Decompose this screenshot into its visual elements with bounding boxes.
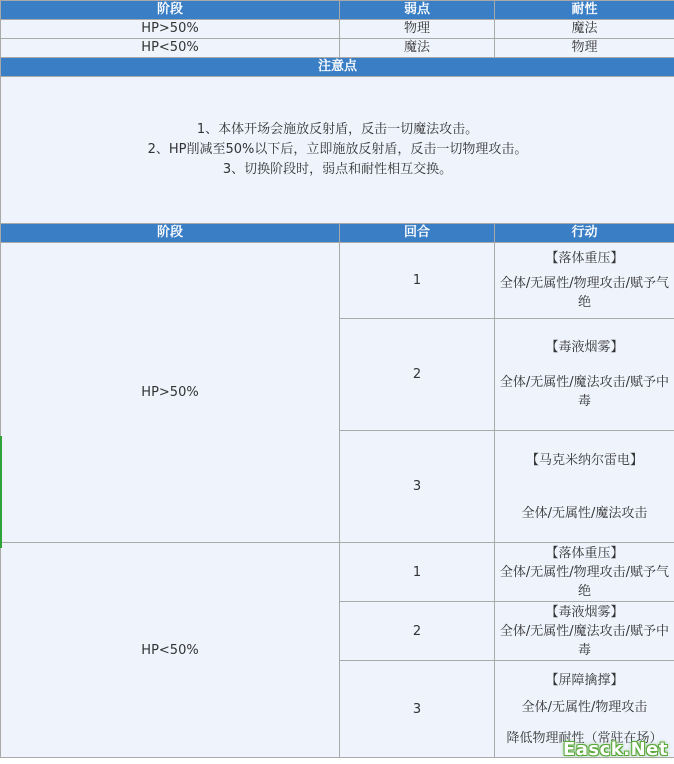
header-phase: 阶段	[1, 1, 340, 20]
turn-cell: 1	[340, 243, 495, 319]
action-cell	[495, 431, 674, 543]
action-cell	[495, 602, 674, 661]
weakness-cell: 魔法	[340, 39, 495, 58]
action-header-row	[1, 224, 674, 243]
resistance-cell: 物理	[495, 39, 674, 58]
action-desc: 全体/无属性/魔法攻击/赋予中毒	[499, 623, 670, 658]
action-cell	[495, 319, 674, 431]
table-row	[1, 39, 674, 58]
resistance-cell: 魔法	[495, 20, 674, 39]
phase-cell: HP>50%	[1, 243, 340, 543]
action-desc: 全体/无属性/物理攻击	[521, 699, 648, 715]
action-desc: 全体/无属性/物理攻击/赋予气绝	[499, 276, 670, 310]
action-name: 【屏障擒撑】	[545, 672, 624, 688]
phase-cell: HP<50%	[1, 543, 340, 758]
table-row	[1, 543, 674, 602]
action-name: 【落体重压】	[545, 545, 624, 561]
header-turn: 回合	[340, 224, 495, 243]
action-extra: 降低物理耐性（常驻在场）	[506, 730, 663, 746]
turn-cell: 3	[340, 661, 495, 758]
action-cell	[495, 243, 674, 319]
action-name: 【毒液烟雾】	[545, 340, 624, 355]
note-line: 1、本体开场会施放反射盾，反击一切魔法攻击。	[196, 122, 479, 137]
header-phase: 阶段	[1, 224, 340, 243]
action-name: 【落体重压】	[545, 251, 624, 266]
phase-cell: HP>50%	[1, 20, 340, 39]
phase-cell: HP<50%	[1, 39, 340, 58]
scroll-edge-marker	[0, 436, 2, 548]
action-desc: 全体/无属性/魔法攻击	[521, 505, 648, 521]
notes-header-row	[1, 58, 674, 77]
action-desc: 全体/无属性/魔法攻击/赋予中毒	[499, 375, 670, 409]
header-resistance: 耐性	[495, 1, 674, 20]
weakness-cell: 物理	[340, 20, 495, 39]
header-action: 行动	[495, 224, 674, 243]
table-row	[1, 243, 674, 319]
weakness-header-row	[1, 1, 674, 20]
action-cell	[495, 543, 674, 602]
notes-row	[1, 77, 674, 224]
action-name: 【毒液烟雾】	[545, 604, 624, 620]
action-desc: 全体/无属性/物理攻击/赋予气绝	[499, 564, 670, 599]
watermark-logo: Easck.Net	[562, 739, 668, 760]
note-line: 3、切换阶段时，弱点和耐性相互交换。	[222, 162, 453, 177]
turn-cell: 2	[340, 319, 495, 431]
note-line: 2、HP削减至50%以下后，立即施放反射盾，反击一切物理攻击。	[147, 142, 528, 157]
turn-cell: 3	[340, 431, 495, 543]
notes-cell	[1, 77, 674, 224]
table-row	[1, 20, 674, 39]
turn-cell: 1	[340, 543, 495, 602]
header-weakness: 弱点	[340, 1, 495, 20]
action-name: 【马克米纳尔雷电】	[525, 452, 643, 468]
notes-title: 注意点	[1, 58, 674, 77]
turn-cell: 2	[340, 602, 495, 661]
